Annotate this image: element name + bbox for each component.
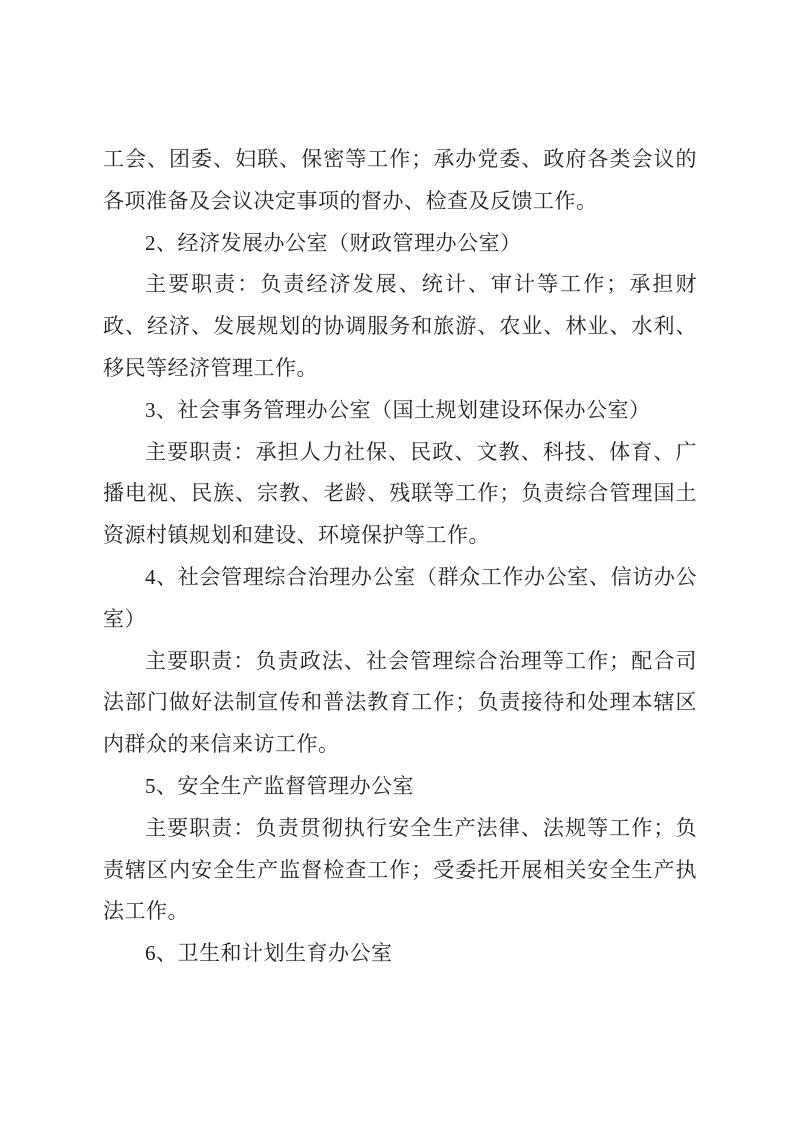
paragraph-duties-3: 主要职责：承担人力社保、民政、文教、科技、体育、广播电视、民族、宗教、老龄、残联等工作；负责综合管理国土资源村镇规划和建设、环境保护等工作。 bbox=[103, 439, 697, 548]
paragraph-duties-5: 主要职责：负责贯彻执行安全生产法律、法规等工作；负责辖区内安全生产监督检查工作；受委托开展相关安全生产执法工作。 bbox=[103, 815, 697, 924]
paragraph-duties-2: 主要职责：负责经济发展、统计、审计等工作；承担财政、经济、发展规划的协调服务和旅游、农业、林业、水利、移民等经济管理工作。 bbox=[103, 272, 697, 380]
paragraph-heading-5: 5、安全生产监督管理办公室 bbox=[145, 773, 414, 798]
document-body bbox=[103, 139, 697, 975]
paragraph-duties-4: 主要职责：负责政法、社会管理综合治理等工作；配合司法部门做好法制宣传和普法教育工作；负责接待和处理本辖区内群众的来信来访工作。 bbox=[103, 648, 697, 757]
paragraph-heading-4: 4、社会管理综合治理办公室（群众工作办公室、信访办公室） bbox=[103, 564, 697, 631]
paragraph-continuation: 工会、团委、妇联、保密等工作；承办党委、政府各类会议的各项准备及会议决定事项的督办、检查及反馈工作。 bbox=[103, 147, 697, 213]
paragraph-heading-2: 2、经济发展办公室（财政管理办公室） bbox=[145, 230, 522, 255]
paragraph-heading-6: 6、卫生和计划生育办公室 bbox=[145, 941, 393, 966]
paragraph-heading-3: 3、社会事务管理办公室（国土规划建设环保办公室） bbox=[145, 397, 651, 422]
